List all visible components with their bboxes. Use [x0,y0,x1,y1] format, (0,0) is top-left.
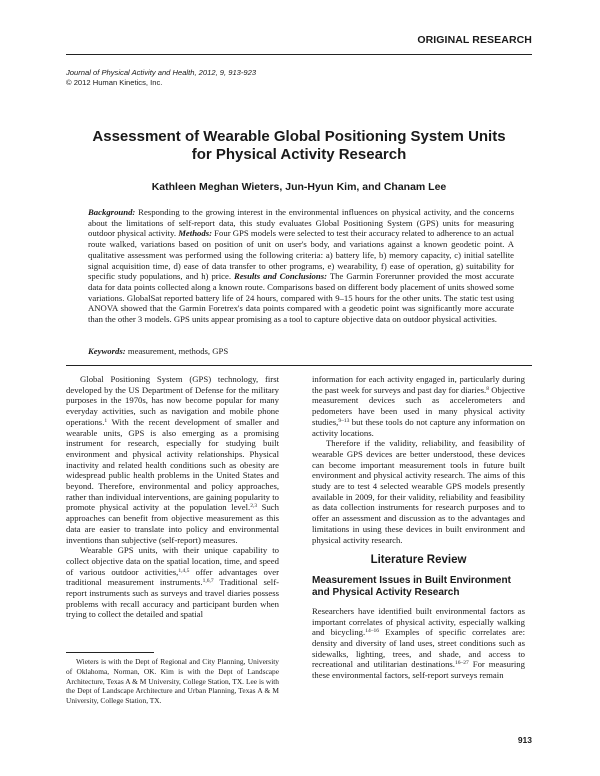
intro-paragraph-1 [66,374,279,545]
article-title [66,128,532,164]
text-run: Objective measurement devices such as accelerometers and pedometers have been used in many physical activity studies, [312,384,525,427]
header-rule [66,54,532,55]
right-column [312,374,525,681]
text-run: Examples of specific correlates are: density and diversity of land uses, street conditions such as sidewalks, lighting, trees, and shade, and access to recreational and utilitarian destinations. [312,627,525,670]
citation-details: , 2012, 9, 913-923 [194,68,257,77]
reference: 8 [486,385,489,392]
authors: Kathleen Meghan Wieters, Jun-Hyun Kim, and Chanam Lee [151,181,447,193]
text-run: information for each activity engaged in, particularly during the past week for surveys and past day for diaries. [312,374,525,395]
affiliation-note: Wieters is with the Dept of Regional and City Planning, University of Oklahoma, Norman, OK. Kim is with the Dept of Landscape Architecture, Texas A & M University, College Station, TX. Lee is with the Dept of Landscape Architecture and Urban Planning, Texas A & M University, College Station, TX. [66,657,279,706]
title-line-2: for Physical Activity Research [191,146,407,163]
methods-text: Four GPS models were selected to test their accuracy related to adherence to an actual route walked, variations based on position of unit on user's body, and variations against a known geodetic point. A qualitative assessment was performed using the following criteria: a) battery life, b) memory capacity, c) initial satellite signal acquisition time, d) ease of data transfer to other programs, e) wearability, f) ease of operation, g) suitability for specific study populations, and h) price. [88,228,514,282]
reference: 1,6,7 [202,578,214,585]
abstract-rule [66,365,532,366]
reference: 1 [104,417,108,424]
intro-paragraph-2 [66,545,279,620]
background-label: Background: [88,207,136,217]
results-label: Results and Conclusions: [234,271,327,282]
footnote-rule [66,652,154,653]
left-column [66,374,279,620]
text-run: Wearable GPS units, with their unique capability to collect objective data on the spatial location, time, and speed of various outdoor activities, [66,545,279,577]
text-run: Such approaches can benefit from objective measurement as this data are easier to translate into policy and environmental inventions than subjective (self-report) measures. [66,502,279,545]
section-label: ORIGINAL RESEARCH [417,34,532,46]
journal-name: Journal of Physical Activity and Health [66,68,195,77]
text-run: Traditional self-report instruments such as surveys and travel diaries possess problems with recall accuracy and participant burden when trying to collect the detailed and spatial [66,577,279,620]
results-text: The Garmin Forerunner provided the most accurate data for data points collected along a known route. Comparisons based on different body placement of units showed some variations. GlobalSat reported battery life of 24 hours, compared with 9–15 hours for the other units. The static test using ANOVA showed that the Garmin Foretrex's data points compared with a geodetic point was significantly more accurate than the other 3 models. GPS units appear promising as a tool to capture objective data on outdoor physical activities. [88,271,514,325]
reference: 16–27 [454,660,469,667]
reference: 14–16 [365,628,379,635]
text-run: With the recent development of smaller and wearable units, GPS is also emerging as a promising instrument for research, especially for studying built environment and physical activity relationships. Physical inactivity and related health conditions such as obesity are widespread public health problems in the United States and beyond. Therefore, environmental and policy approaches, rather than individual interventions, are gaining popularity to promote physical activity at the population level. [66,416,279,513]
abstract [88,207,514,325]
reference: 2,3 [250,503,258,510]
journal-citation [66,68,256,78]
reference: 9–13 [338,417,350,424]
footnote [66,657,279,706]
keywords-text: measurement, methods, GPS [125,346,229,356]
text-run: Global Positioning System (GPS) technology, first developed by the US Department of Defense for the military purposes in the 1970s, has now become popular for many everyday activities, such as navigation and mobile phone operations. [66,374,279,427]
citation [66,68,256,88]
background-text: Responding to the growing interest in the environmental influences on physical activity, and the concerns about the limitations of self-report data, this study evaluates Global Positioning System (GPS) units for measuring outdoor physical activity. [88,207,514,239]
literature-paragraph-1 [312,606,525,681]
page-number: 913 [517,735,532,745]
text-run: For measuring these environmental factors, self-report surveys remain [312,659,525,681]
text-run: Researchers have identified built environmental factors as important correlates of physical activity, especially walking and bicycling. [312,605,525,638]
keywords [88,346,514,357]
intro-paragraph-3 [312,374,525,438]
text-run: offer advantages over traditional measurement instruments. [66,566,279,588]
subsection-heading: Measurement Issues in Built Environment and Physical Activity Research [312,574,511,598]
section-heading: Literature Review [370,554,467,567]
methods-label: Methods: [178,228,212,239]
copyright: © 2012 Human Kinetics, Inc. [66,78,163,87]
text-run: but these tools do not capture any information on activity locations. [312,416,525,438]
keywords-label: Keywords: [88,346,126,356]
intro-paragraph-4: Therefore if the validity, reliability, and feasibility of wearable GPS devices are better understood, these devices can become important measurement tools in future built environment and physical activity research. The aims of this study are to test 4 selected wearable GPS models presently available in 2009, for their validity, reliability and feasibility as data collection instruments for research purposes and to offer an assessment and discussion as to the advantages and limitations in using these devices in built environment and physical activity research. [312,438,525,545]
title-line-1: Assessment of Wearable Global Positioning System Units [92,128,506,145]
reference: 1,4,5 [178,567,190,574]
